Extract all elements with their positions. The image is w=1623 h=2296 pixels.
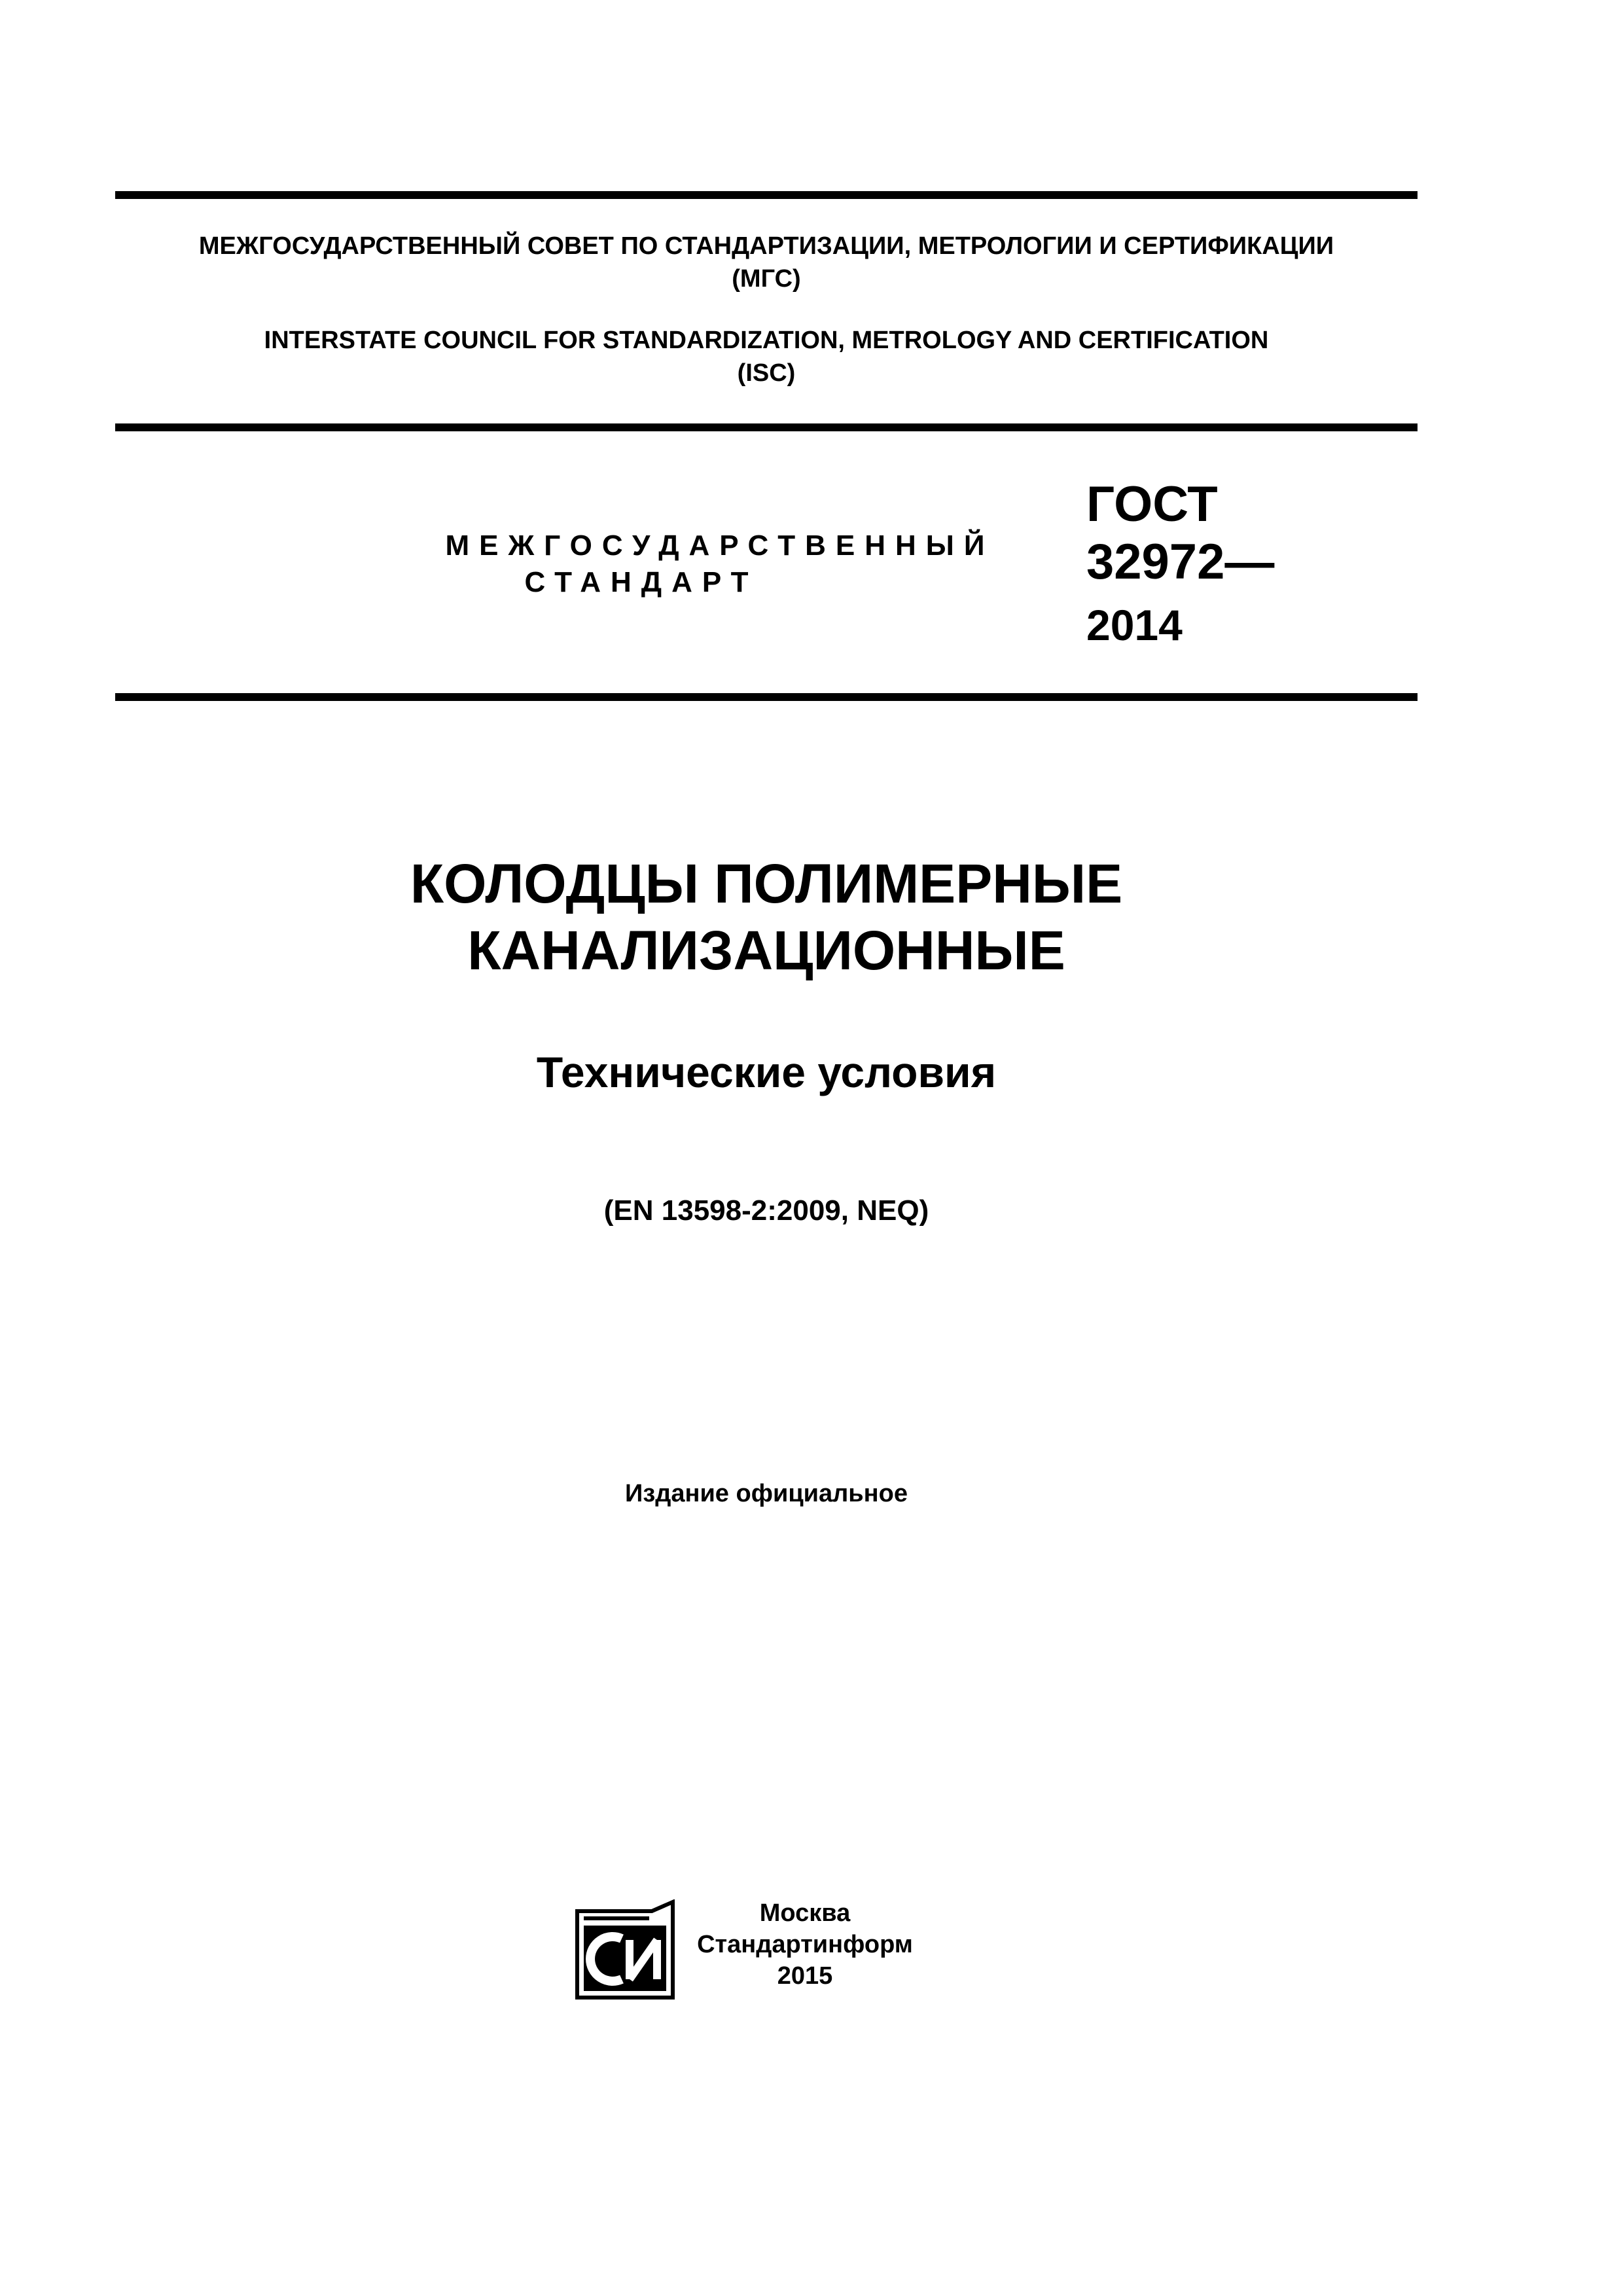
gost-label: ГОСТ bbox=[1086, 476, 1218, 532]
document-reference: (EN 13598-2:2009, NEQ) bbox=[603, 1194, 929, 1227]
council-abbr-en: (ISC) bbox=[737, 359, 796, 387]
document-title-line2: КАНАЛИЗАЦИОННЫЕ bbox=[467, 920, 1065, 981]
top-divider bbox=[115, 191, 1418, 199]
document-title-line1: КОЛОДЦЫ ПОЛИМЕРНЫЕ bbox=[410, 853, 1123, 914]
gost-number: 32972— bbox=[1086, 534, 1275, 590]
standard-type-line1: МЕЖГОСУДАРСТВЕННЫЙ bbox=[445, 529, 995, 562]
council-abbr-ru: (МГС) bbox=[732, 265, 801, 293]
publisher-year: 2015 bbox=[777, 1962, 833, 1990]
gost-year: 2014 bbox=[1086, 601, 1183, 649]
document-subtitle: Технические условия bbox=[536, 1048, 997, 1096]
publisher-city: Москва bbox=[759, 1899, 851, 1927]
middle-divider bbox=[115, 423, 1418, 431]
standard-type-line2: СТАНДАРТ bbox=[524, 566, 758, 598]
bottom-divider bbox=[115, 693, 1418, 701]
council-name-en: INTERSTATE COUNCIL FOR STANDARDIZATION, METROLOGY AND CERTIFICATION bbox=[264, 327, 1269, 354]
standartinform-logo-icon bbox=[575, 1899, 675, 2000]
publisher-name: Стандартинформ bbox=[697, 1931, 913, 1958]
council-name-ru: МЕЖГОСУДАРСТВЕННЫЙ СОВЕТ ПО СТАНДАРТИЗАЦИИ, МЕТРОЛОГИИ И СЕРТИФИКАЦИИ bbox=[198, 232, 1334, 260]
edition-label: Издание официальное bbox=[625, 1480, 908, 1507]
